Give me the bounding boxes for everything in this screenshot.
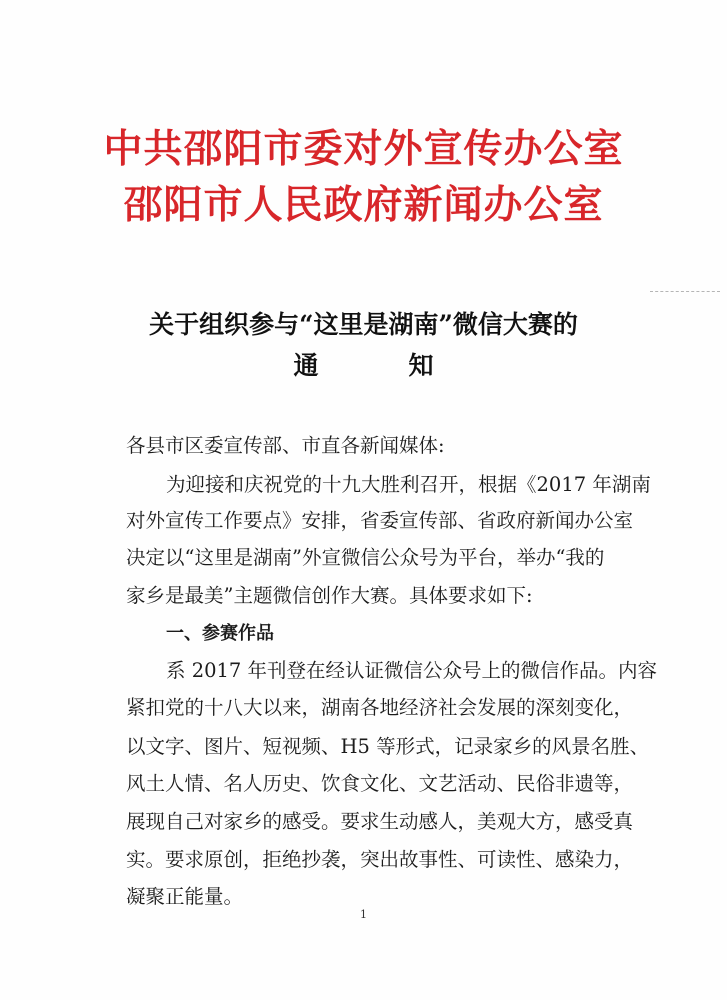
- issuer-header-line-2: 邵阳市人民政府新闻办公室: [123, 183, 604, 228]
- section-heading: 一、参赛作品: [166, 623, 274, 644]
- paragraph1-line: 家乡是最美”主题微信创作大赛。具体要求如下:: [126, 584, 533, 607]
- title-char-1: 通: [293, 351, 319, 380]
- page-number: 1: [360, 908, 367, 921]
- title-char-2: 知: [408, 351, 434, 380]
- paragraph2-line: 展现自己对家乡的感受。要求生动感人，美观大方，感受真: [126, 810, 634, 833]
- paragraph2-line: 系 2017 年刊登在经认证微信公众号上的微信作品。内容: [166, 659, 658, 682]
- salutation: 各县市区委宣传部、市直各新闻媒体:: [126, 434, 445, 457]
- scan-artifact-line: [650, 291, 720, 292]
- paragraph1-line: 对外宣传工作要点》安排，省委宣传部、省政府新闻办公室: [126, 509, 634, 532]
- issuer-header-line-1: 中共邵阳市委对外宣传办公室: [103, 127, 624, 172]
- paragraph2-line: 实。要求原创，拒绝抄袭，突出故事性、可读性、感染力，: [126, 848, 634, 871]
- document-title-line-2: [0, 346, 727, 382]
- paragraph1-line: 为迎接和庆祝党的十九大胜利召开，根据《2017 年湖南: [166, 473, 651, 496]
- paragraph1-line: 决定以“这里是湖南”外宣微信公众号为平台，举办“我的: [126, 546, 605, 569]
- paragraph2-line: 紧扣党的十八大以来，湖南各地经济社会发展的深刻变化，: [126, 696, 634, 719]
- document-title-line-1: 关于组织参与“这里是湖南”微信大赛的: [149, 310, 578, 339]
- paragraph2-line: 凝聚正能量。: [126, 885, 244, 908]
- paragraph2-line: 风土人情、名人历史、饮食文化、文艺活动、民俗非遗等，: [126, 772, 634, 795]
- paragraph2-line: 以文字、图片、短视频、H5 等形式，记录家乡的风景名胜、: [126, 735, 650, 758]
